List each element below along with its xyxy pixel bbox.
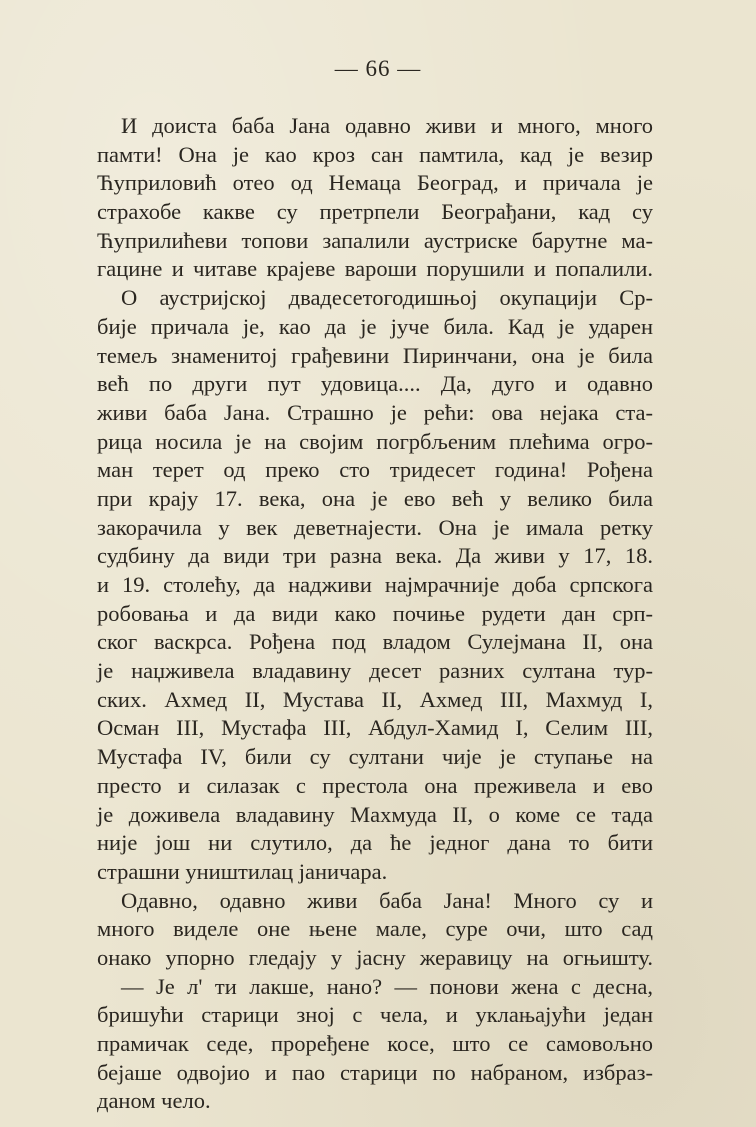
text-line: страхобе какве су претрпели Београђани, кад су (97, 199, 653, 225)
text-line: већ по други пут удовица.... Да, дуго и одавно (97, 371, 653, 397)
text-line: закорачила у век деветнајести. Она је имала ретку (97, 514, 653, 540)
text-line: много виделе оне њене мале, суре очи, што сад (97, 916, 653, 942)
text-line: Одавно, одавно живи баба Јана! Много су и (121, 887, 653, 913)
paragraph (97, 973, 653, 1116)
text-line: робовања и да види како почиње рудети дан срп- (97, 600, 653, 626)
text-line: Мустафа IV, били су султани чије је ступање на (97, 744, 653, 770)
text-line: ских. Ахмед II, Мустава II, Ахмед III, Махмуд I, (97, 686, 653, 712)
text-line: није још ни слутило, да ће једног дана то бити (97, 830, 653, 856)
text-line: — Је л' ти лакше, нано? — понови жена с десна, (121, 973, 653, 999)
text-line: Осман III, Мустафа III, Абдул-Хамид I, Селим III, (97, 715, 653, 741)
text-line: темељ знаменитој грађевини Пиринчани, она је била (97, 342, 653, 368)
text-line: бришући старици зној с чела, и уклањајући један (97, 1002, 653, 1028)
text-line: И доиста баба Јана одавно живи и много, много (121, 113, 653, 138)
text-line: и 19. столећу, да надживи најмрачније доба српскога (97, 572, 653, 597)
paragraph (97, 284, 653, 886)
text-line: при крају 17. века, она је ево већ у велико била (97, 485, 653, 511)
text-line: даном чело. (97, 1088, 211, 1114)
text-line: бејаше одвојио и пао старици по набраном, избраз- (97, 1059, 653, 1085)
body-text (97, 112, 653, 1116)
text-line: прамичак седе, проређене косе, што се самовољно (97, 1031, 653, 1056)
text-line: ског васкрса. Рођена под владом Сулејмана II, она (97, 629, 653, 655)
text-line: је доживела владавину Махмуда II, о коме се тада (97, 801, 653, 827)
page-number: — 66 — (334, 56, 422, 81)
text-line: Ћуприловић отео од Немаца Београд, и причала је (97, 170, 653, 196)
text-line: онако упорно гледају у јасну жеравицу на огњишту. (97, 944, 653, 970)
text-line: бије причала је, као да је јуче била. Кад је ударен (97, 313, 653, 339)
text-line: живи баба Јана. Страшно је рећи: ова нејака ста- (97, 399, 653, 425)
text-line: памти! Она је као кроз сан памтила, кад је везир (97, 141, 653, 167)
text-line: судбину да види три разна века. Да живи у 17, 18. (97, 543, 653, 569)
text-line: гацине и читаве крајеве вароши порушили и попалили. (97, 256, 653, 282)
text-line: ман терет од преко сто тридесет година! Рођена (97, 457, 653, 483)
text-line: О аустријској двадесетогодишњој окупацији Ср- (121, 285, 653, 311)
text-line: Ћуприлићеви топови запалили аустриске барутне ма- (97, 227, 653, 253)
text-line: рица носила је на својим погрбљеним плећима огро- (97, 428, 653, 454)
paragraph (97, 887, 653, 973)
paragraph (97, 112, 653, 284)
text-line: је наџживела владавину десет разних султана тур- (97, 658, 653, 684)
text-line: престо и силазак с престола она преживела и ево (97, 772, 653, 798)
text-line: страшни уништилац јаничара. (97, 858, 388, 884)
